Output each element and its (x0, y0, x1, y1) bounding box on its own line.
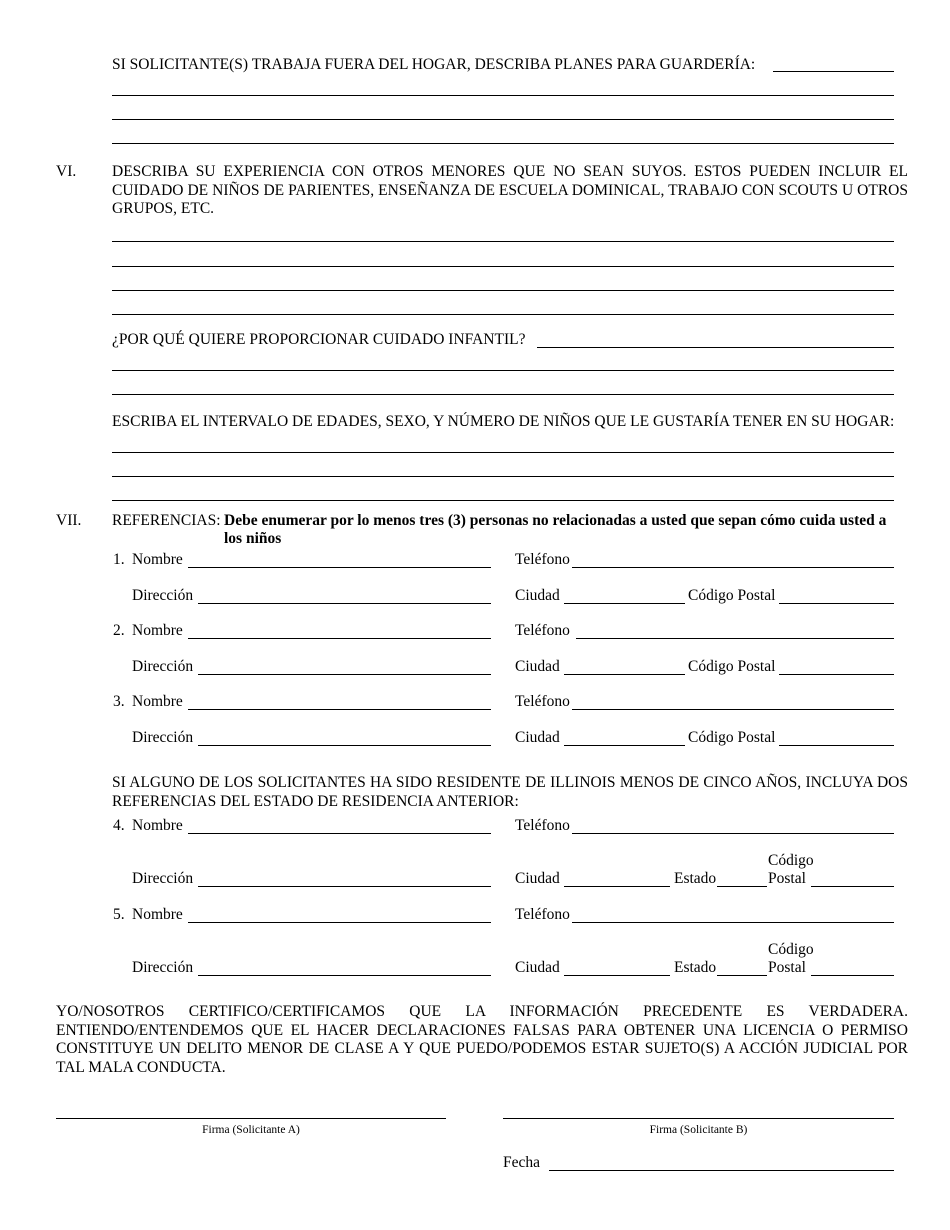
references-instruction-cont: los niños (224, 530, 282, 547)
section-vi-number: VI. (56, 163, 77, 180)
references-instruction: Debe enumerar por lo menos tres (3) personas no relacionadas a usted que sepan cómo cuida usted a (224, 512, 887, 529)
ref4-codigo-label: Código (768, 852, 814, 869)
signature-a-field[interactable] (56, 1118, 446, 1119)
section-vi-instructions: DESCRIBA SU EXPERIENCIA CON OTROS MENORES QUE NO SEAN SUYOS. ESTOS PUEDEN INCLUIR EL CUIDADO DE NIÑOS DE PARIENTES, ENSEÑANZA DE ESCUELA DOMINICAL, TRABAJO CON SCOUTS U OTROS GRUPOS, ETC. (112, 163, 908, 217)
references-lead: REFERENCIAS: (112, 512, 221, 529)
ref4-telefono-field[interactable] (572, 833, 894, 834)
ages-line[interactable] (112, 500, 894, 501)
ref2-ciudad-label: Ciudad (515, 658, 560, 675)
certification-statement: YO/NOSOTROS CERTIFICO/CERTIFICAMOS QUE LA INFORMACIÓN PRECEDENTE ES VERDADERA. ENTIENDO/ENTENDEMOS QUE EL HACER DECLARACIONES FALSAS PARA OBTENER UNA LICENCIA O PERMISO CONSTITUYE UN DELITO MENOR DE CLASE A Y QUE PUEDO/PODEMOS ESTAR SUJETO(S) A ACCIÓN JUDICIAL POR TAL MALA CONDUCTA. (56, 1003, 908, 1076)
ref2-telefono-label: Teléfono (515, 622, 570, 639)
ref5-postal-field[interactable] (811, 975, 894, 976)
fecha-field[interactable] (549, 1170, 894, 1171)
ref2-codigo-postal-label: Código Postal (688, 658, 776, 675)
ref1-direccion-label: Dirección (132, 587, 194, 604)
signature-b-field[interactable] (503, 1118, 894, 1119)
ref5-nombre-field[interactable] (188, 922, 491, 923)
signature-b-label: Firma (Solicitante B) (649, 1124, 748, 1136)
ages-label: ESCRIBA EL INTERVALO DE EDADES, SEXO, Y NÚMERO DE NIÑOS QUE LE GUSTARÍA TENER EN SU HOGAR: (112, 413, 895, 430)
experience-line[interactable] (112, 290, 894, 291)
ref4-estado-label: Estado (674, 870, 717, 887)
why-childcare-field[interactable] (537, 347, 894, 348)
ref4-estado-field[interactable] (717, 886, 767, 887)
signature-a-label: Firma (Solicitante A) (202, 1124, 300, 1136)
ref4-postal-label: Postal (768, 870, 806, 887)
ages-line[interactable] (112, 476, 894, 477)
ref2-nombre-field[interactable] (188, 638, 491, 639)
ref3-nombre-label: Nombre (132, 693, 183, 710)
ref2-codigo-postal-field[interactable] (779, 674, 894, 675)
section-vii-number: VII. (56, 512, 82, 529)
ref1-number: 1. (113, 551, 125, 568)
ref4-ciudad-label: Ciudad (515, 870, 560, 887)
ref5-number: 5. (113, 906, 125, 923)
ref1-telefono-field[interactable] (572, 567, 894, 568)
ref1-nombre-field[interactable] (188, 567, 491, 568)
ages-line[interactable] (112, 452, 894, 453)
ref4-direccion-field[interactable] (198, 886, 491, 887)
ref3-direccion-field[interactable] (198, 745, 491, 746)
ref5-postal-label: Postal (768, 959, 806, 976)
ref5-ciudad-label: Ciudad (515, 959, 560, 976)
ref4-ciudad-field[interactable] (564, 886, 670, 887)
childcare-plans-label: SI SOLICITANTE(S) TRABAJA FUERA DEL HOGAR, DESCRIBA PLANES PARA GUARDERÍA: (112, 56, 756, 73)
ref2-telefono-field[interactable] (576, 638, 894, 639)
ref2-direccion-label: Dirección (132, 658, 194, 675)
ref3-number: 3. (113, 693, 125, 710)
ref2-ciudad-field[interactable] (564, 674, 685, 675)
ref5-nombre-label: Nombre (132, 906, 183, 923)
why-childcare-label: ¿POR QUÉ QUIERE PROPORCIONAR CUIDADO INFANTIL? (112, 331, 526, 348)
ref4-postal-field[interactable] (811, 886, 894, 887)
ref5-direccion-label: Dirección (132, 959, 194, 976)
ref5-telefono-label: Teléfono (515, 906, 570, 923)
why-childcare-line[interactable] (112, 394, 894, 395)
ref3-telefono-field[interactable] (572, 709, 894, 710)
ref4-direccion-label: Dirección (132, 870, 194, 887)
ref1-codigo-postal-field[interactable] (779, 603, 894, 604)
ref4-telefono-label: Teléfono (515, 817, 570, 834)
ref2-nombre-label: Nombre (132, 622, 183, 639)
childcare-plans-line[interactable] (112, 95, 894, 96)
ref1-ciudad-field[interactable] (564, 603, 685, 604)
ref1-telefono-label: Teléfono (515, 551, 570, 568)
ref5-direccion-field[interactable] (198, 975, 491, 976)
ref4-nombre-field[interactable] (188, 833, 491, 834)
ref3-codigo-postal-field[interactable] (779, 745, 894, 746)
why-childcare-line[interactable] (112, 370, 894, 371)
experience-line[interactable] (112, 241, 894, 242)
childcare-plans-line[interactable] (112, 143, 894, 144)
ref1-ciudad-label: Ciudad (515, 587, 560, 604)
ref3-telefono-label: Teléfono (515, 693, 570, 710)
ref3-codigo-postal-label: Código Postal (688, 729, 776, 746)
ref5-ciudad-field[interactable] (564, 975, 670, 976)
ref4-nombre-label: Nombre (132, 817, 183, 834)
childcare-plans-field[interactable] (773, 71, 894, 72)
ref1-codigo-postal-label: Código Postal (688, 587, 776, 604)
ref3-ciudad-field[interactable] (564, 745, 685, 746)
ref5-estado-label: Estado (674, 959, 717, 976)
experience-line[interactable] (112, 314, 894, 315)
ref5-codigo-label: Código (768, 941, 814, 958)
ref4-number: 4. (113, 817, 125, 834)
fecha-label: Fecha (503, 1154, 541, 1171)
childcare-plans-line[interactable] (112, 119, 894, 120)
experience-line[interactable] (112, 266, 894, 267)
ref1-direccion-field[interactable] (198, 603, 491, 604)
ref1-nombre-label: Nombre (132, 551, 183, 568)
ref2-number: 2. (113, 622, 125, 639)
ref5-estado-field[interactable] (717, 975, 767, 976)
ref2-direccion-field[interactable] (198, 674, 491, 675)
ref3-direccion-label: Dirección (132, 729, 194, 746)
ref3-nombre-field[interactable] (188, 709, 491, 710)
ref5-telefono-field[interactable] (572, 922, 894, 923)
illinois-instructions: SI ALGUNO DE LOS SOLICITANTES HA SIDO RESIDENTE DE ILLINOIS MENOS DE CINCO AÑOS, INCLUYA DOS REFERENCIAS DEL ESTADO DE RESIDENCIA ANTERIOR: (112, 774, 908, 810)
ref3-ciudad-label: Ciudad (515, 729, 560, 746)
